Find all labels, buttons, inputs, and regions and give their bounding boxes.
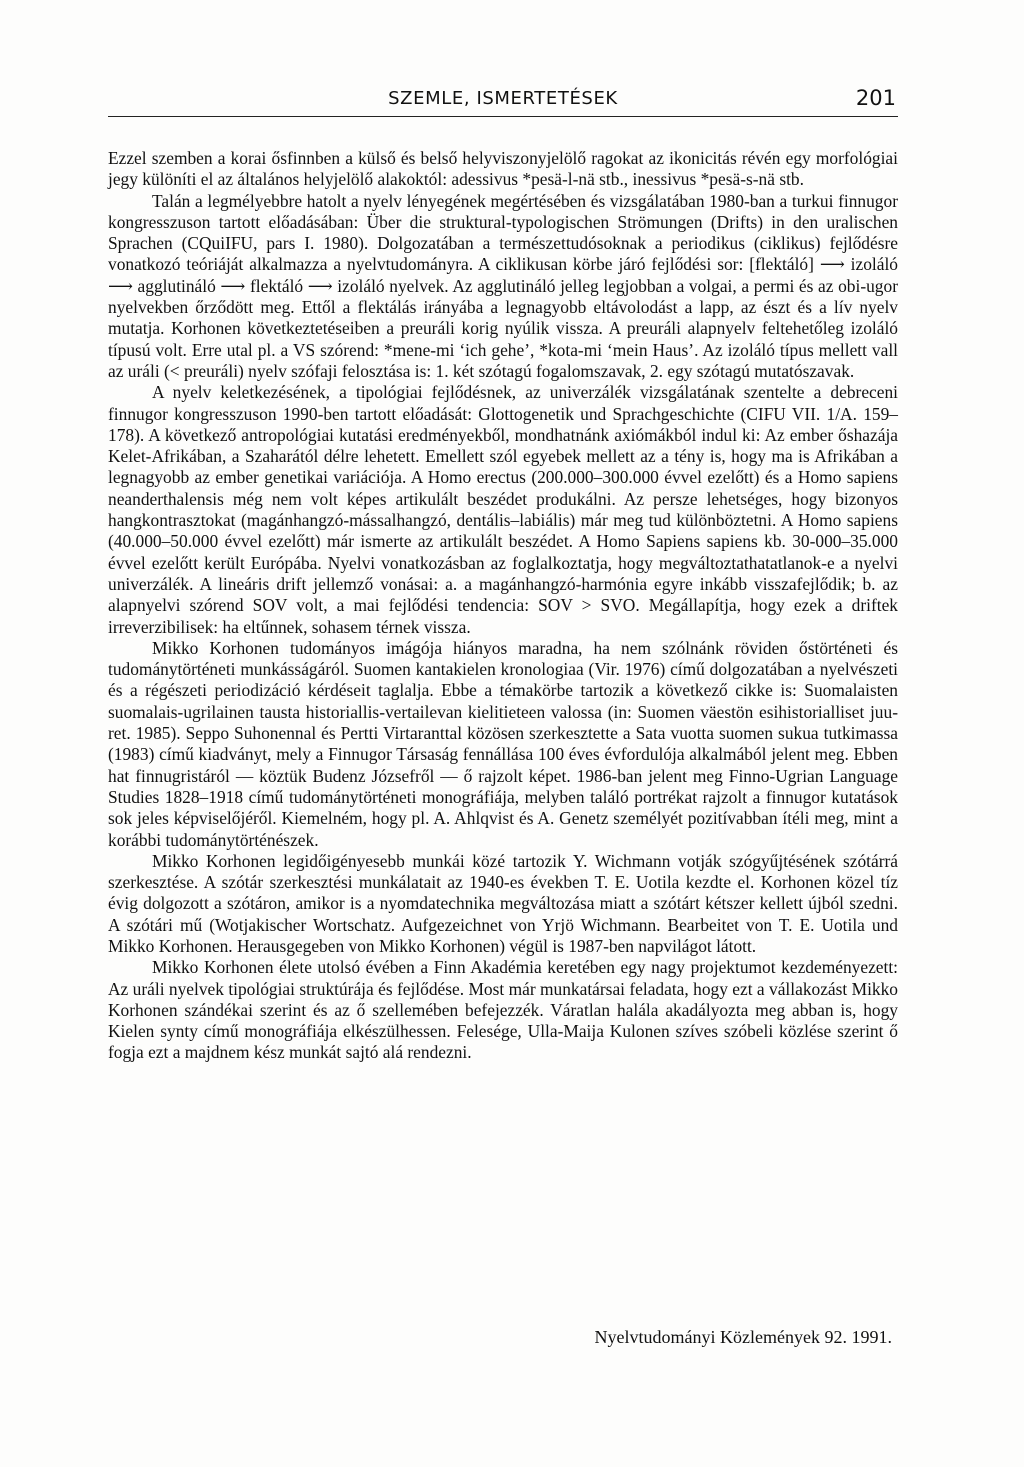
running-header [108,86,898,117]
paragraph-2: Talán a legmélyebbre hatolt a nyelv lényegének megértésében és vizsgálatában 1980-ban a turkui finnugor kongresszuson tartott előadásában: Über die struktural-typologischen Strömungen (Drifts) in den uralischen Sprachen (CQuiIFU, pars I. 1980). Dolgozatában a természettudósoknak a periodikus (ciklikus) fejlődésre vonatkozó teóriáját alkalmazza a nyelvtudományra. A ciklikusan körbe járó fejlődési sor: [flektáló] ⟶ izoláló ⟶ agglutináló ⟶ flektáló ⟶ izoláló nyelvek. Az agglutináló jelleg legjobban a volgai, a permi és az obi-ugor nyelvekben őrződött meg. Ettől a flektálás irányába a legnagyobb eltávolodást a lapp, az észt és a lív nyelv mutatja. Korhonen következtetéseiben a preuráli korig nyúlik vissza. A preuráli alapnyelv feltehetőleg izoláló típusú volt. Erre utal pl. a VS szórend: *mene-mi ‘ich gehe’, *kota-mi ‘mein Haus’. Az izoláló típus mellett vall az uráli (< preuráli) nyelv szófaji felosztása is: 1. két szótagú fogalomszavak, 2. egy szótagú mutatószavak. [108,190,898,381]
paragraph-6: Mikko Korhonen élete utolsó évében a Finn Akadémia keretében egy nagy projektumot kezdeményezett: Az uráli nyelvek tipológiai struktúrája és fejlődése. Most már munkatársai feladata, hogy ezt a vállakozást Mikko Korhonen szándékai szerint és az ő szellemében befejezzék. Váratlan halála akadályozta meg abban is, hogy Kielen synty című monográfiája elkészülhessen. Felesége, Ulla-Maija Kulonen szíves szóbeli közlése szerint ő fogja ezt a majdnem kész munkát sajtó alá rendezni. [108,957,898,1063]
paragraph-5: Mikko Korhonen legidőigényesebb munkái közé tartozik Y. Wichmann votják szógyűjtésének szótárrá szerkesztése. A szótár szerkesztési munkálatait az 1940-es években T. E. Uotila kezdte el. Korhonen közel tíz évig dolgozott a szótáron, amikor is a nyomdatechnika megváltozása miatt a szótárt kétszer kellett újból szedni. A szótári mű (Wotjakischer Wortschatz. Aufgezeichnet von Yrjö Wichmann. Bearbeitet von T. E. Uotila und Mikko Korhonen. Herausgegeben von Mikko Korhonen) végül is 1987-ben napvilágot látott. [108,850,898,956]
paragraph-1: Ezzel szemben a korai ősfinnben a külső és belső helyviszonyjelölő ragokat az ikonicitás révén egy morfológiai jegy különíti el az általános helyjelölő alakoktól: adessivus *pesä-l-nä stb., inessivus *pesä-s-nä stb. [108,148,898,190]
section-title: SZEMLE, ISMERTETÉSEK [388,88,618,109]
journal-citation: Nyelvtudományi Közlemények 92. 1991. [594,1327,892,1347]
page-number: 201 [855,86,896,110]
article-body [108,148,898,1064]
paragraph-4: Mikko Korhonen tudományos imágója hiányos maradna, ha nem szólnánk röviden őstörténeti és tudománytörténeti munkásságáról. Suomen kantakielen kronologiaa (Vir. 1976) című dolgozatában a nyelvészeti és a régészeti periodizáció kérdéseit taglalja. Ebbe a témakörbe tartozik a következő cikke is: Suomalaisten suomalais-ugrilainen tausta historiallis-vertailevan kielitieteen valossa (in: Suomen väestön esihistorialliset juuret. 1985). Seppo Suhonennal és Pertti Virtaranttal közösen szerkesztette a Sata vuotta suomen sukua tutkimassa (1983) című kiadványt, mely a Finnugor Társaság fennállása 100 éves évfordulója alkalmából jelent meg. Ebben hat finnugristáról — köztük Budenz Józsefről — ő rajzolt képet. 1986-ban jelent meg Finno-Ugrian Language Studies 1828–1918 című tudománytörténeti monográfiája, melyben találó portrékat rajzolt a finnugor kutatások sok jeles képviselőjéről. Kiemelném, hogy pl. A. Ahlqvist és A. Genetz személyét pozitívabban ítéli meg, mint a korábbi tudománytörténészek. [108,637,898,850]
paragraph-3: A nyelv keletkezésének, a tipológiai fejlődésnek, az univerzálék vizsgálatának szentelte a debreceni finnugor kongresszuson 1990-ben tartott előadását: Glottogenetik und Sprachgeschichte (CIFU VII. 1/A. 159–178). A következő antropológiai kutatási eredményekből, mondhatnánk axiómákból indul ki: Az ember őshazája Kelet-Afrikában, a Szaharától délre lehetett. Emellett szól egyebek mellett az a tény is, hogy ma is Afrikában a legnagyobb az ember genetikai variációja. A Homo erectus (200.000–300.000 évvel ezelőtt) és a Homo sapiens neanderthalensis még nem volt képes artikulált beszédet produkálni. Az persze lehetséges, hogy bizonyos hangkontrasztokat (magánhangzó-mássalhangzó, dentális–labiális) már meg tud különböztetni. A Homo sapiens (40.000–50.000 évvel ezelőtt) már ismerte az artikulált beszédet. A Homo Sapiens sapiens kb. 30-000–35.000 évvel ezelőtt került Európába. Nyelvi vonatkozásban az foglalkoztatja, hogy megváltoztathatatlanok-e a nyelvi univerzálék. A lineáris drift jellemző vonásai: a. a magánhangzó-harmónia egyre inkább visszafejlődik; b. az alapnyelvi szórend SOV volt, a mai fejlődési tendencia: SOV > SVO. Megállapítja, hogy ezek a driftek irreverzibilisek: ha eltűnnek, sohasem térnek vissza. [108,382,898,637]
